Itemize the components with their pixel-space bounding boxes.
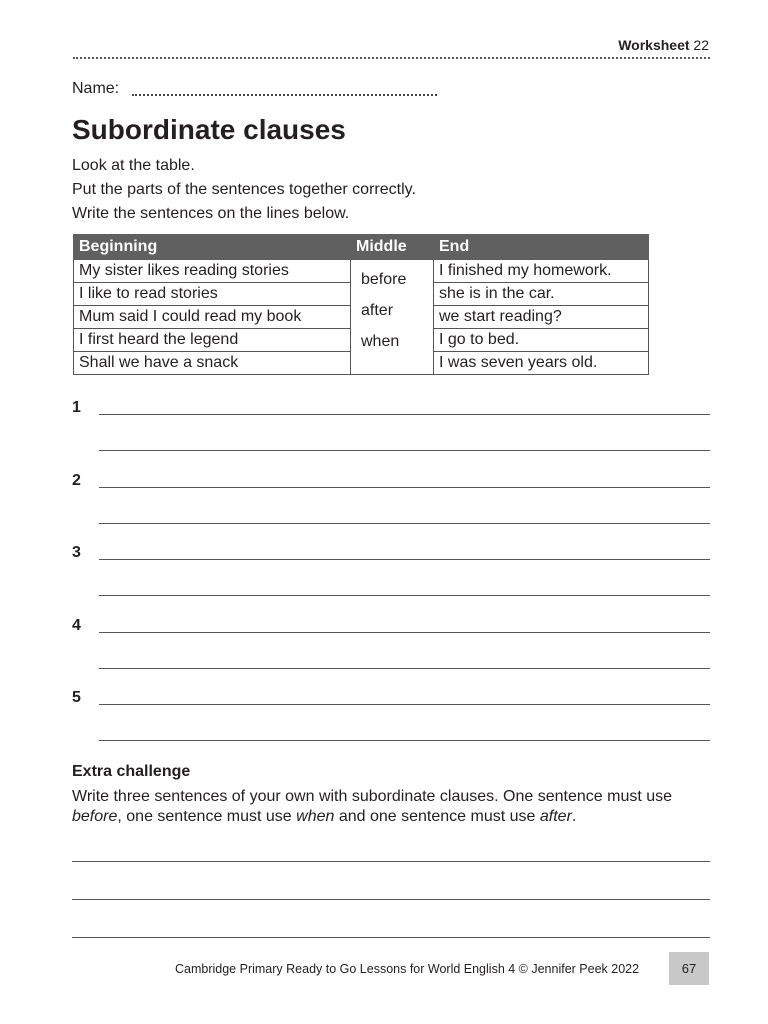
table-row [74,260,649,283]
answer-line[interactable] [99,414,710,415]
instruction-2: Put the parts of the sentences together correctly. [72,181,416,198]
question-number-1: 1 [72,399,81,416]
instruction-3: Write the sentences on the lines below. [72,205,350,222]
extra-challenge-text [72,787,712,827]
name-label: Name: [72,80,120,97]
extra-challenge-title: Extra challenge [72,763,191,780]
beginning-cell: I like to read stories [74,283,351,306]
answer-line[interactable] [99,740,710,741]
word-after: after [539,808,572,825]
question-number-2: 2 [72,472,81,489]
table-header-row [74,235,649,260]
answer-line[interactable] [99,595,710,596]
worksheet-number: 22 [693,37,709,53]
middle-word-when: when [361,333,400,350]
answer-line[interactable] [99,450,710,451]
footer-credit: Cambridge Primary Ready to Go Lessons for World English 4 © Jennifer Peek 2022 [175,962,640,976]
question-number-5: 5 [72,689,81,706]
page-title: Subordinate clauses [72,114,346,145]
question-number-4: 4 [72,617,81,634]
answer-line[interactable] [99,668,710,669]
middle-cell [351,260,434,375]
name-field[interactable] [132,94,437,96]
extra-answer-line[interactable] [72,937,710,938]
instruction-1: Look at the table. [72,157,195,174]
end-cell: I go to bed. [434,329,649,352]
answer-line[interactable] [99,487,710,488]
extra-answer-line[interactable] [72,899,710,900]
header-divider [73,57,710,59]
end-cell: she is in the car. [434,283,649,306]
extra-text-part: and one sentence must use [334,808,540,825]
word-before: before [72,808,118,825]
question-number-3: 3 [72,544,81,561]
end-cell: I finished my homework. [434,260,649,283]
end-cell: I was seven years old. [434,352,649,375]
beginning-cell: I first heard the legend [74,329,351,352]
middle-word-after: after [361,302,394,319]
worksheet-label [618,37,709,53]
header-end: End [434,235,649,260]
answer-line[interactable] [99,704,710,705]
middle-word-before: before [361,271,407,288]
beginning-cell: Mum said I could read my book [74,306,351,329]
name-row [72,80,437,98]
clauses-table [73,234,649,375]
beginning-cell: My sister likes reading stories [74,260,351,283]
answer-line[interactable] [99,632,710,633]
word-when: when [296,808,335,825]
extra-text-part: Write three sentences of your own with subordinate clauses. One sentence must use [72,788,673,805]
extra-text-part: . [571,808,577,825]
header-middle: Middle [351,235,434,260]
page-number: 67 [669,952,709,985]
answer-line[interactable] [99,523,710,524]
worksheet-word: Worksheet [618,37,690,53]
header-beginning: Beginning [74,235,351,260]
extra-answer-line[interactable] [72,861,710,862]
answer-line[interactable] [99,559,710,560]
extra-text-part: , one sentence must use [117,808,297,825]
beginning-cell: Shall we have a snack [74,352,351,375]
end-cell: we start reading? [434,306,649,329]
